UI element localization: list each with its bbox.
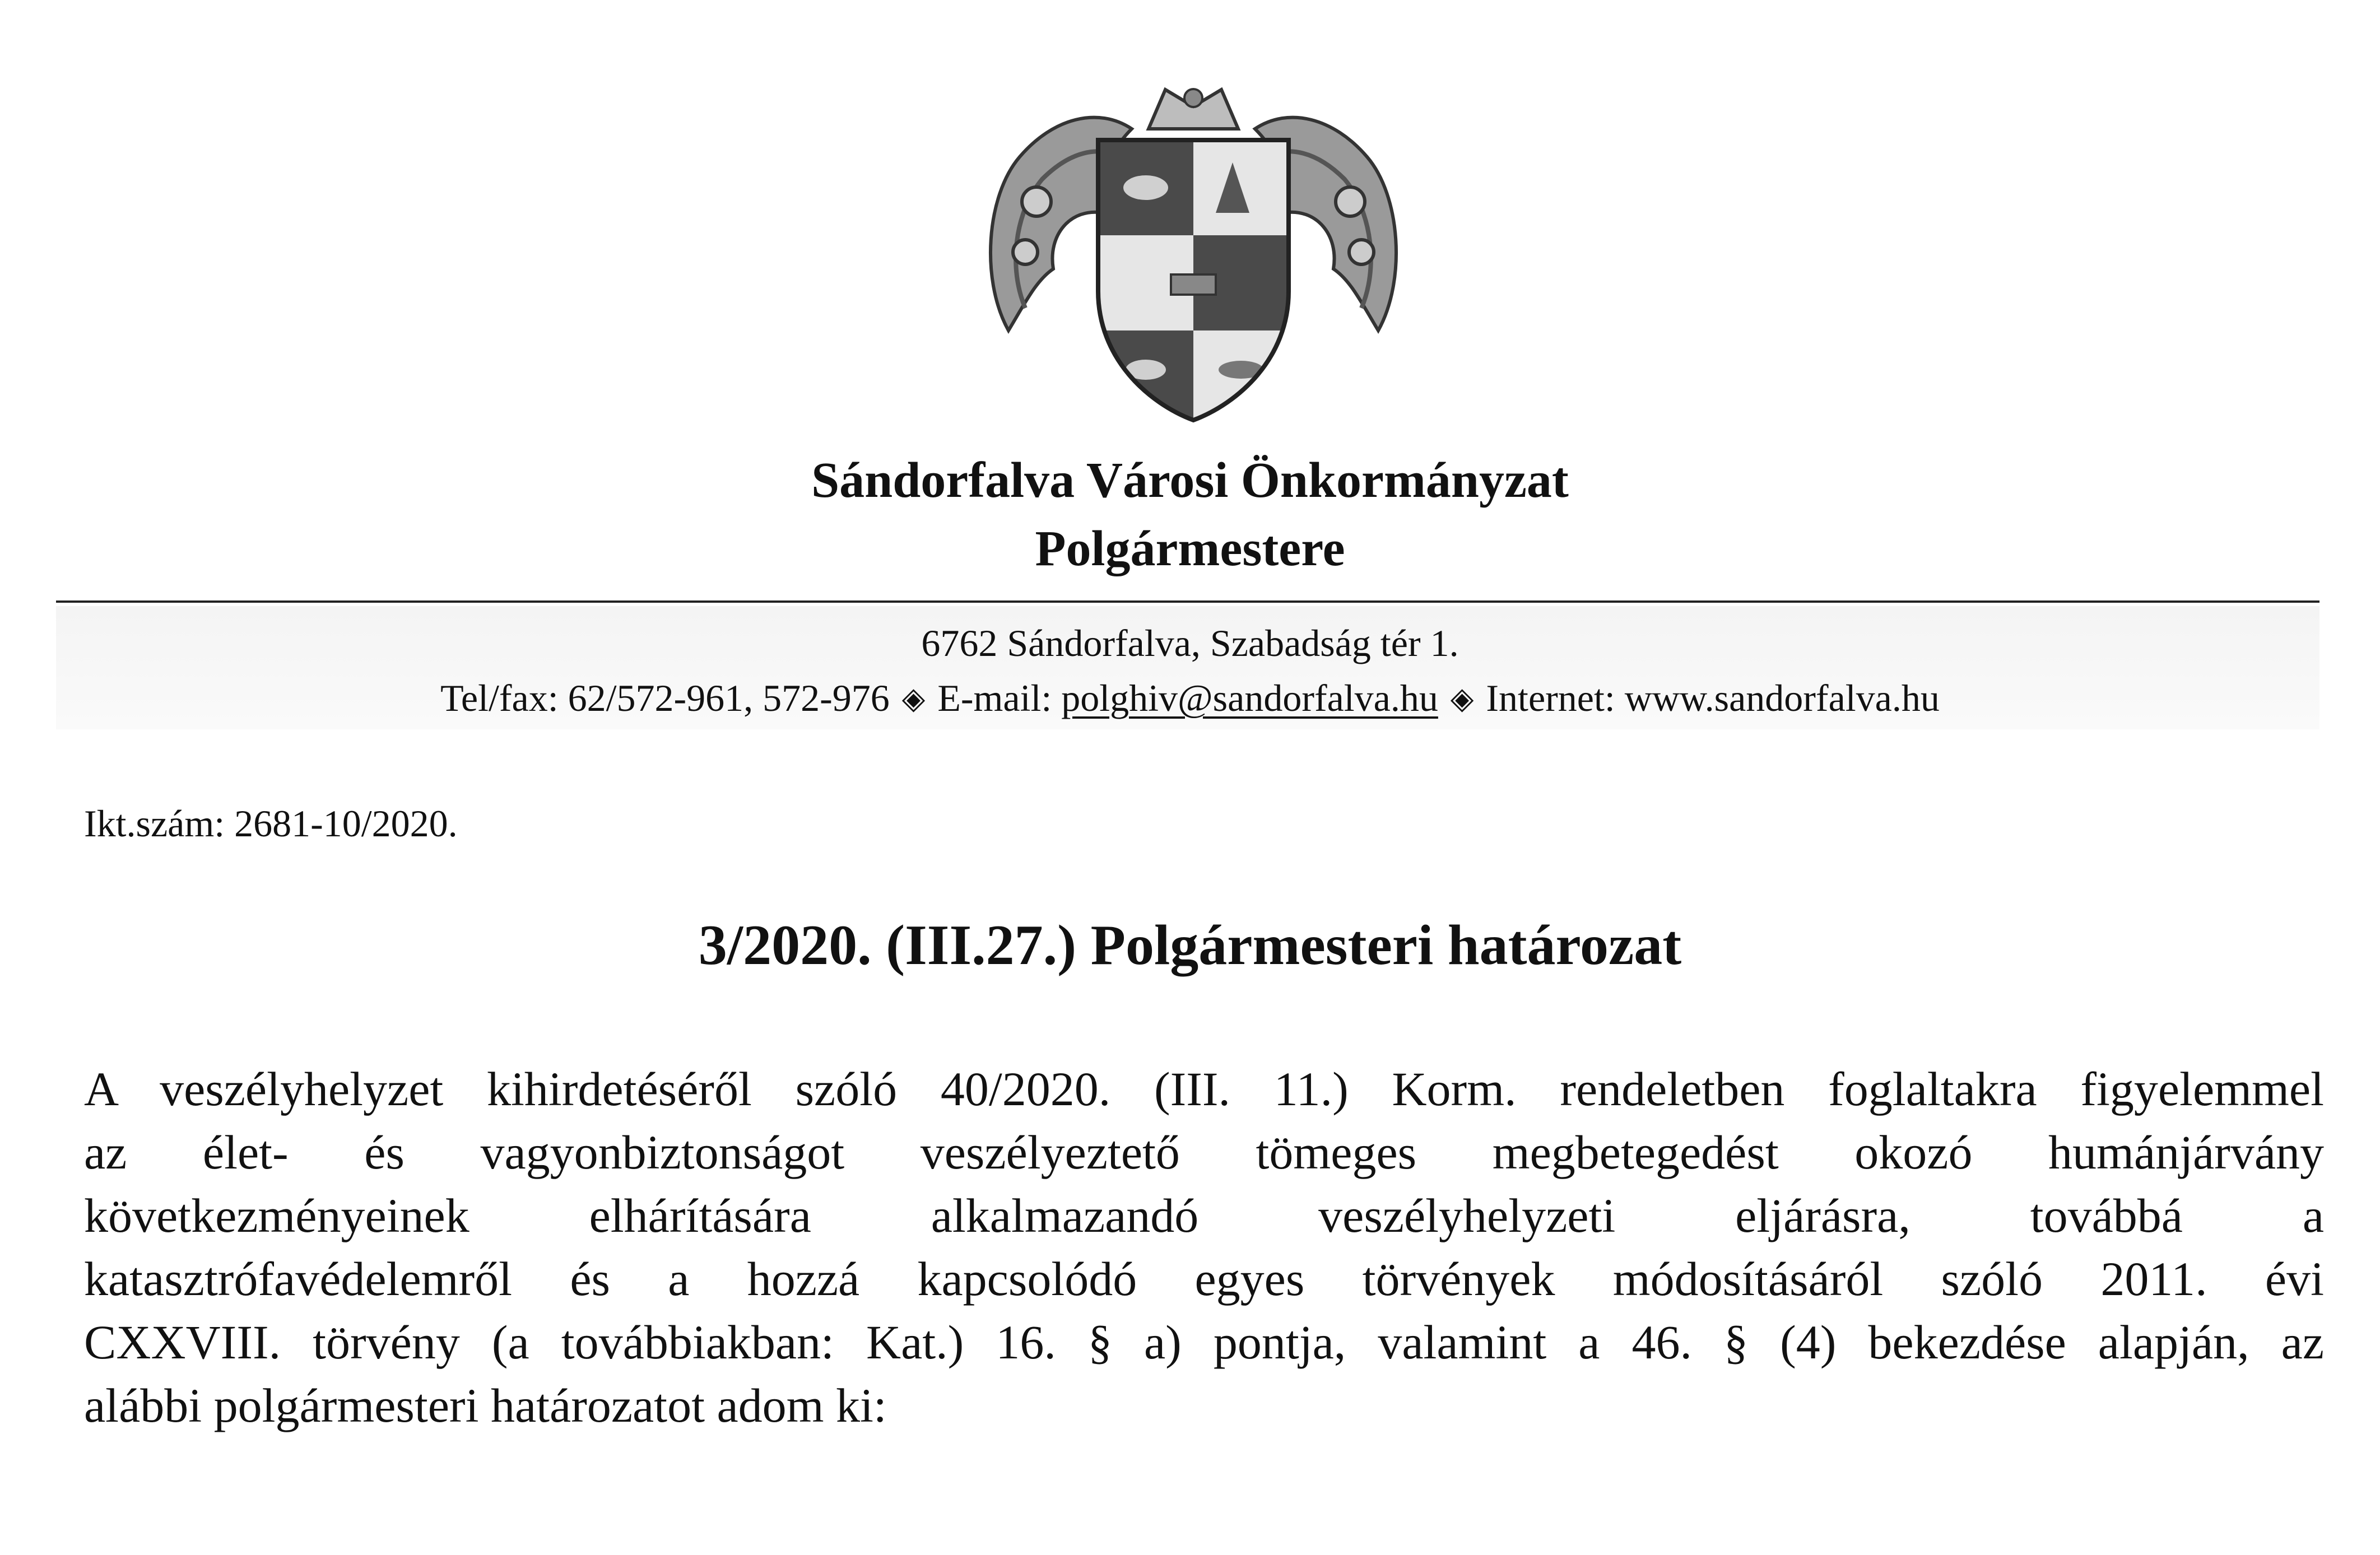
body-line: A veszélyhelyzet kihirdetéséről szóló 40/2020. (III. 11.) Korm. rendeletben foglaltakra figyelemmel <box>84 1062 2324 1116</box>
body-line: katasztrófavédelemről és a hozzá kapcsolódó egyes törvények módosításáról szóló 2011. évi <box>84 1252 2324 1306</box>
body-line: következményeinek elhárítására alkalmazandó veszélyhelyzeti eljárásra, továbbá a <box>84 1189 2324 1242</box>
body-line: az élet- és vagyonbiztonságot veszélyeztető tömeges megbetegedést okozó humánjárvány <box>84 1125 2324 1179</box>
telfax-text: Tel/fax: 62/572-961, 572-976 <box>440 677 890 719</box>
separator-glyph: ◈ <box>901 682 926 715</box>
organization-name: Sándorfalva Városi Önkormányzat <box>811 453 1569 508</box>
postal-address: 6762 Sándorfalva, Szabadság tér 1. <box>921 622 1459 664</box>
email-link[interactable]: polghiv@sandorfalva.hu <box>1061 677 1438 719</box>
office-name: Polgármestere <box>1035 521 1345 576</box>
body-text <box>84 1058 2324 1437</box>
document-title: 3/2020. (III.27.) Polgármesteri határozat <box>698 914 1682 977</box>
reference-number: Ikt.szám: 2681-10/2020. <box>84 802 458 845</box>
separator-glyph: ◈ <box>1450 682 1474 715</box>
contact-line <box>0 676 2380 721</box>
email-label: E-mail: <box>937 677 1052 719</box>
header-divider <box>56 600 2319 603</box>
body-line: CXXVIII. törvény (a továbbiakban: Kat.) 16. § a) pontja, valamint a 46. § (4) bekezdése alapján, az <box>84 1315 2324 1369</box>
coat-of-arms-logo <box>986 67 1401 431</box>
body-line: alábbi polgármesteri határozatot adom ki: <box>84 1379 887 1432</box>
internet-text: Internet: www.sandorfalva.hu <box>1486 677 1940 719</box>
